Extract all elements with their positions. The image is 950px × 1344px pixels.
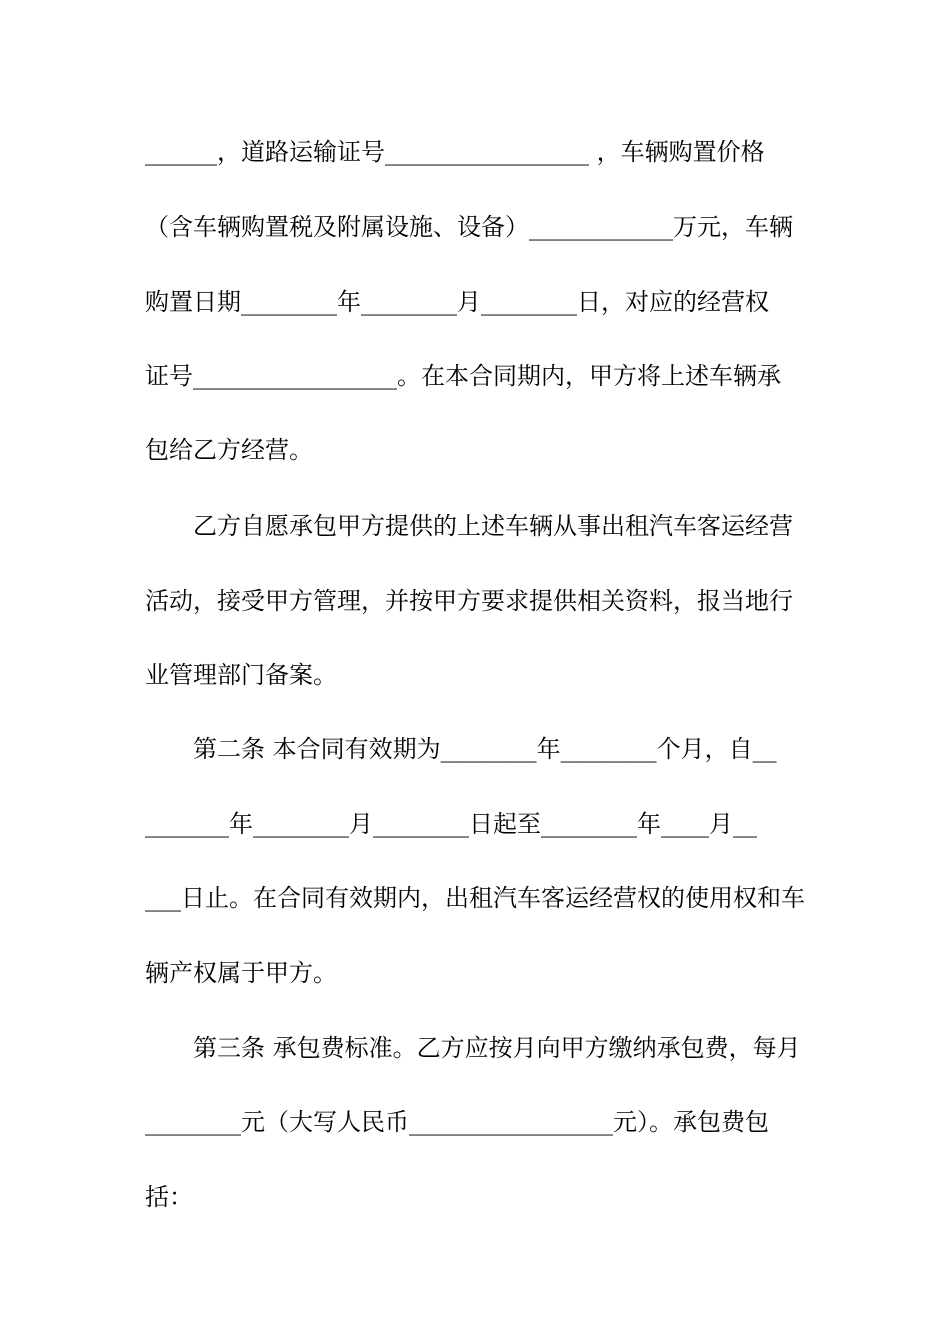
text-line: ________元（大写人民币_________________元）。承包费包	[145, 1108, 769, 1136]
paragraph-first-line: 乙方自愿承包甲方提供的上述车辆从事出租汽车客运经营	[193, 512, 793, 540]
text-line: （含车辆购置税及附属设施、设备）____________万元，车辆	[145, 213, 793, 241]
text-line: ______，道路运输证号_________________ ，车辆购置价格	[145, 138, 765, 166]
text-line: ___日止。在合同有效期内，出租汽车客运经营权的使用权和车	[145, 884, 805, 912]
article-2-first-line: 第二条 本合同有效期为________年________个月，自__	[193, 735, 777, 763]
text-line: 业管理部门备案。	[145, 661, 337, 689]
text-line: 购置日期________年________月________日，对应的经营权	[145, 288, 769, 316]
text-line: 辆产权属于甲方。	[145, 959, 337, 987]
text-line: 活动，接受甲方管理，并按甲方要求提供相关资料，报当地行	[145, 587, 793, 615]
text-line: 证号_________________。在本合同期内，甲方将上述车辆承	[145, 362, 781, 390]
text-line: _______年________月________日起至________年____月__	[145, 810, 757, 838]
text-line: 包给乙方经营。	[145, 436, 313, 464]
article-3-first-line: 第三条 承包费标准。乙方应按月向甲方缴纳承包费，每月	[193, 1034, 801, 1062]
text-line: 括：	[145, 1183, 193, 1211]
